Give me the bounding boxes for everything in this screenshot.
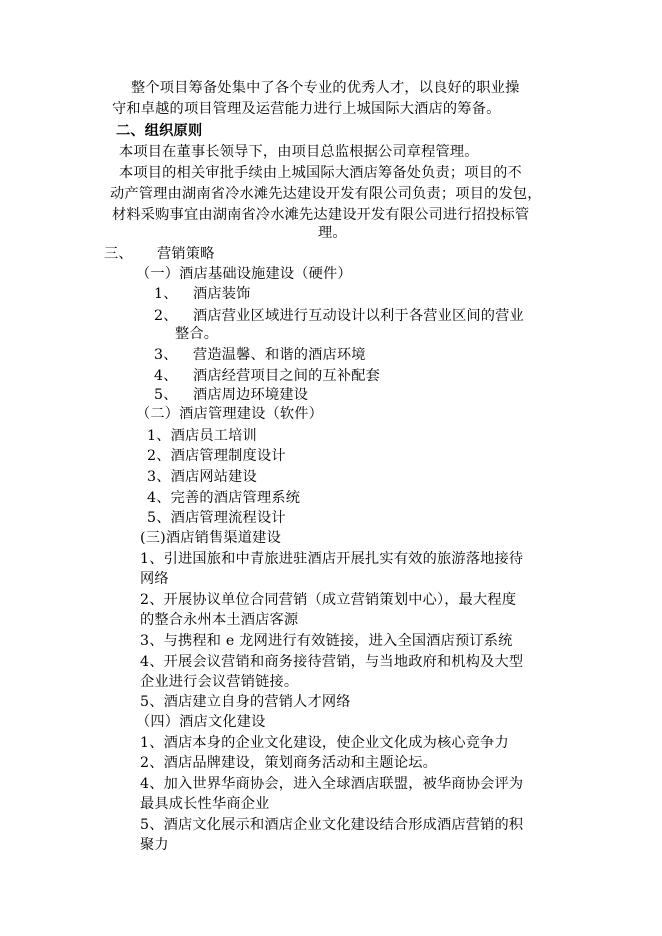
sub1-item-2-text: 酒店营业区域进行互动设计以利于各营业区间的营业	[193, 308, 524, 324]
section-2-paragraph-2-line-2: 动产管理由湖南省冷水滩先达建设开发有限公司负责；项目的发包，	[110, 186, 542, 202]
sub1-item-4-number: 4、	[154, 368, 178, 384]
sub3-item-1-line-1: 1、引进国旅和中青旅进驻酒店开展扎实有效的旅游落地接待	[140, 551, 524, 567]
sub2-item-5: 5、酒店管理流程设计	[147, 510, 286, 526]
sub4-item-1: 1、酒店本身的企业文化建设，使企业文化成为核心竞争力	[140, 735, 509, 751]
sub3-item-2-line-1: 2、开展协议单位合同营销（成立营销策划中心），最大程度	[140, 592, 517, 608]
sub1-item-4-text: 酒店经营项目之间的互补配套	[193, 368, 381, 384]
sub2-item-3: 3、酒店网站建设	[147, 469, 257, 485]
sub4-item-3-line-2: 最具成长性华商企业	[140, 796, 270, 812]
sub4-item-4-line-1: 5、酒店文化展示和酒店企业文化建设结合形成酒店营销的积	[140, 817, 524, 833]
sub1-item-3-number: 3、	[154, 347, 178, 363]
section-2-paragraph-2-line-4: 理。	[318, 225, 347, 241]
sub1-item-5-number: 5、	[154, 387, 178, 403]
sub1-item-2-continuation: 整合。	[175, 326, 219, 342]
intro-line-2: 守和卓越的项目管理及运营能力进行上城国际大酒店的筹备。	[112, 101, 501, 117]
sub3-item-1-line-2: 网络	[140, 571, 169, 587]
subsection-4-title: （四）酒店文化建设	[136, 714, 266, 730]
section-3-number: 三、	[104, 246, 133, 262]
section-2-title: 二、组织原则	[116, 123, 203, 139]
intro-line-1: 整个项目筹备处集中了各个专业的优秀人才，以良好的职业操	[131, 80, 520, 96]
section-2-paragraph-1: 本项目在董事长领导下，由项目总监根据公司章程管理。	[119, 144, 479, 160]
sub3-item-4-line-2: 企业进行会议营销链接。	[140, 674, 299, 690]
sub2-item-4: 4、完善的酒店管理系统	[147, 490, 301, 506]
sub1-item-1-text: 酒店装饰	[193, 286, 251, 302]
sub2-item-1: 1、酒店员工培训	[147, 428, 257, 444]
section-3-title: 营销策略	[157, 246, 215, 262]
sub1-item-3-text: 营造温馨、和谐的酒店环境	[193, 347, 366, 363]
sub3-item-4-line-1: 4、开展会议营销和商务接待营销，与当地政府和机构及大型	[140, 654, 524, 670]
section-2-paragraph-2-line-1: 本项目的相关审批手续由上城国际大酒店筹备处负责；项目的不	[119, 165, 522, 181]
sub4-item-3-line-1: 4、加入世界华商协会，进入全球酒店联盟，被华商协会评为	[140, 776, 524, 792]
sub3-item-3: 3、与携程和 e 龙网进行有效链接，进入全国酒店预订系统	[140, 633, 513, 649]
sub3-item-5: 5、酒店建立自身的营销人才网络	[140, 694, 351, 710]
sub1-item-5-text: 酒店周边环境建设	[193, 387, 309, 403]
sub1-item-1-number: 1、	[154, 286, 178, 302]
sub2-item-2: 2、酒店管理制度设计	[147, 448, 286, 464]
subsection-2-title: （二）酒店管理建设（软件）	[136, 406, 324, 422]
sub4-item-2: 2、酒店品牌建设，策划商务活动和主题论坛。	[140, 755, 437, 771]
sub3-item-2-line-2: 的整合永州本土酒店客源	[140, 612, 299, 628]
sub1-item-2-number: 2、	[154, 308, 178, 324]
subsection-1-title: （一）酒店基础设施建设（硬件）	[136, 266, 352, 282]
section-2-paragraph-2-line-3: 材料采购事宜由湖南省冷水滩先达建设开发有限公司进行招投标管	[112, 207, 530, 223]
sub4-item-4-line-2: 聚力	[140, 837, 169, 853]
subsection-3-title: (三)酒店销售渠道建设	[140, 530, 281, 546]
